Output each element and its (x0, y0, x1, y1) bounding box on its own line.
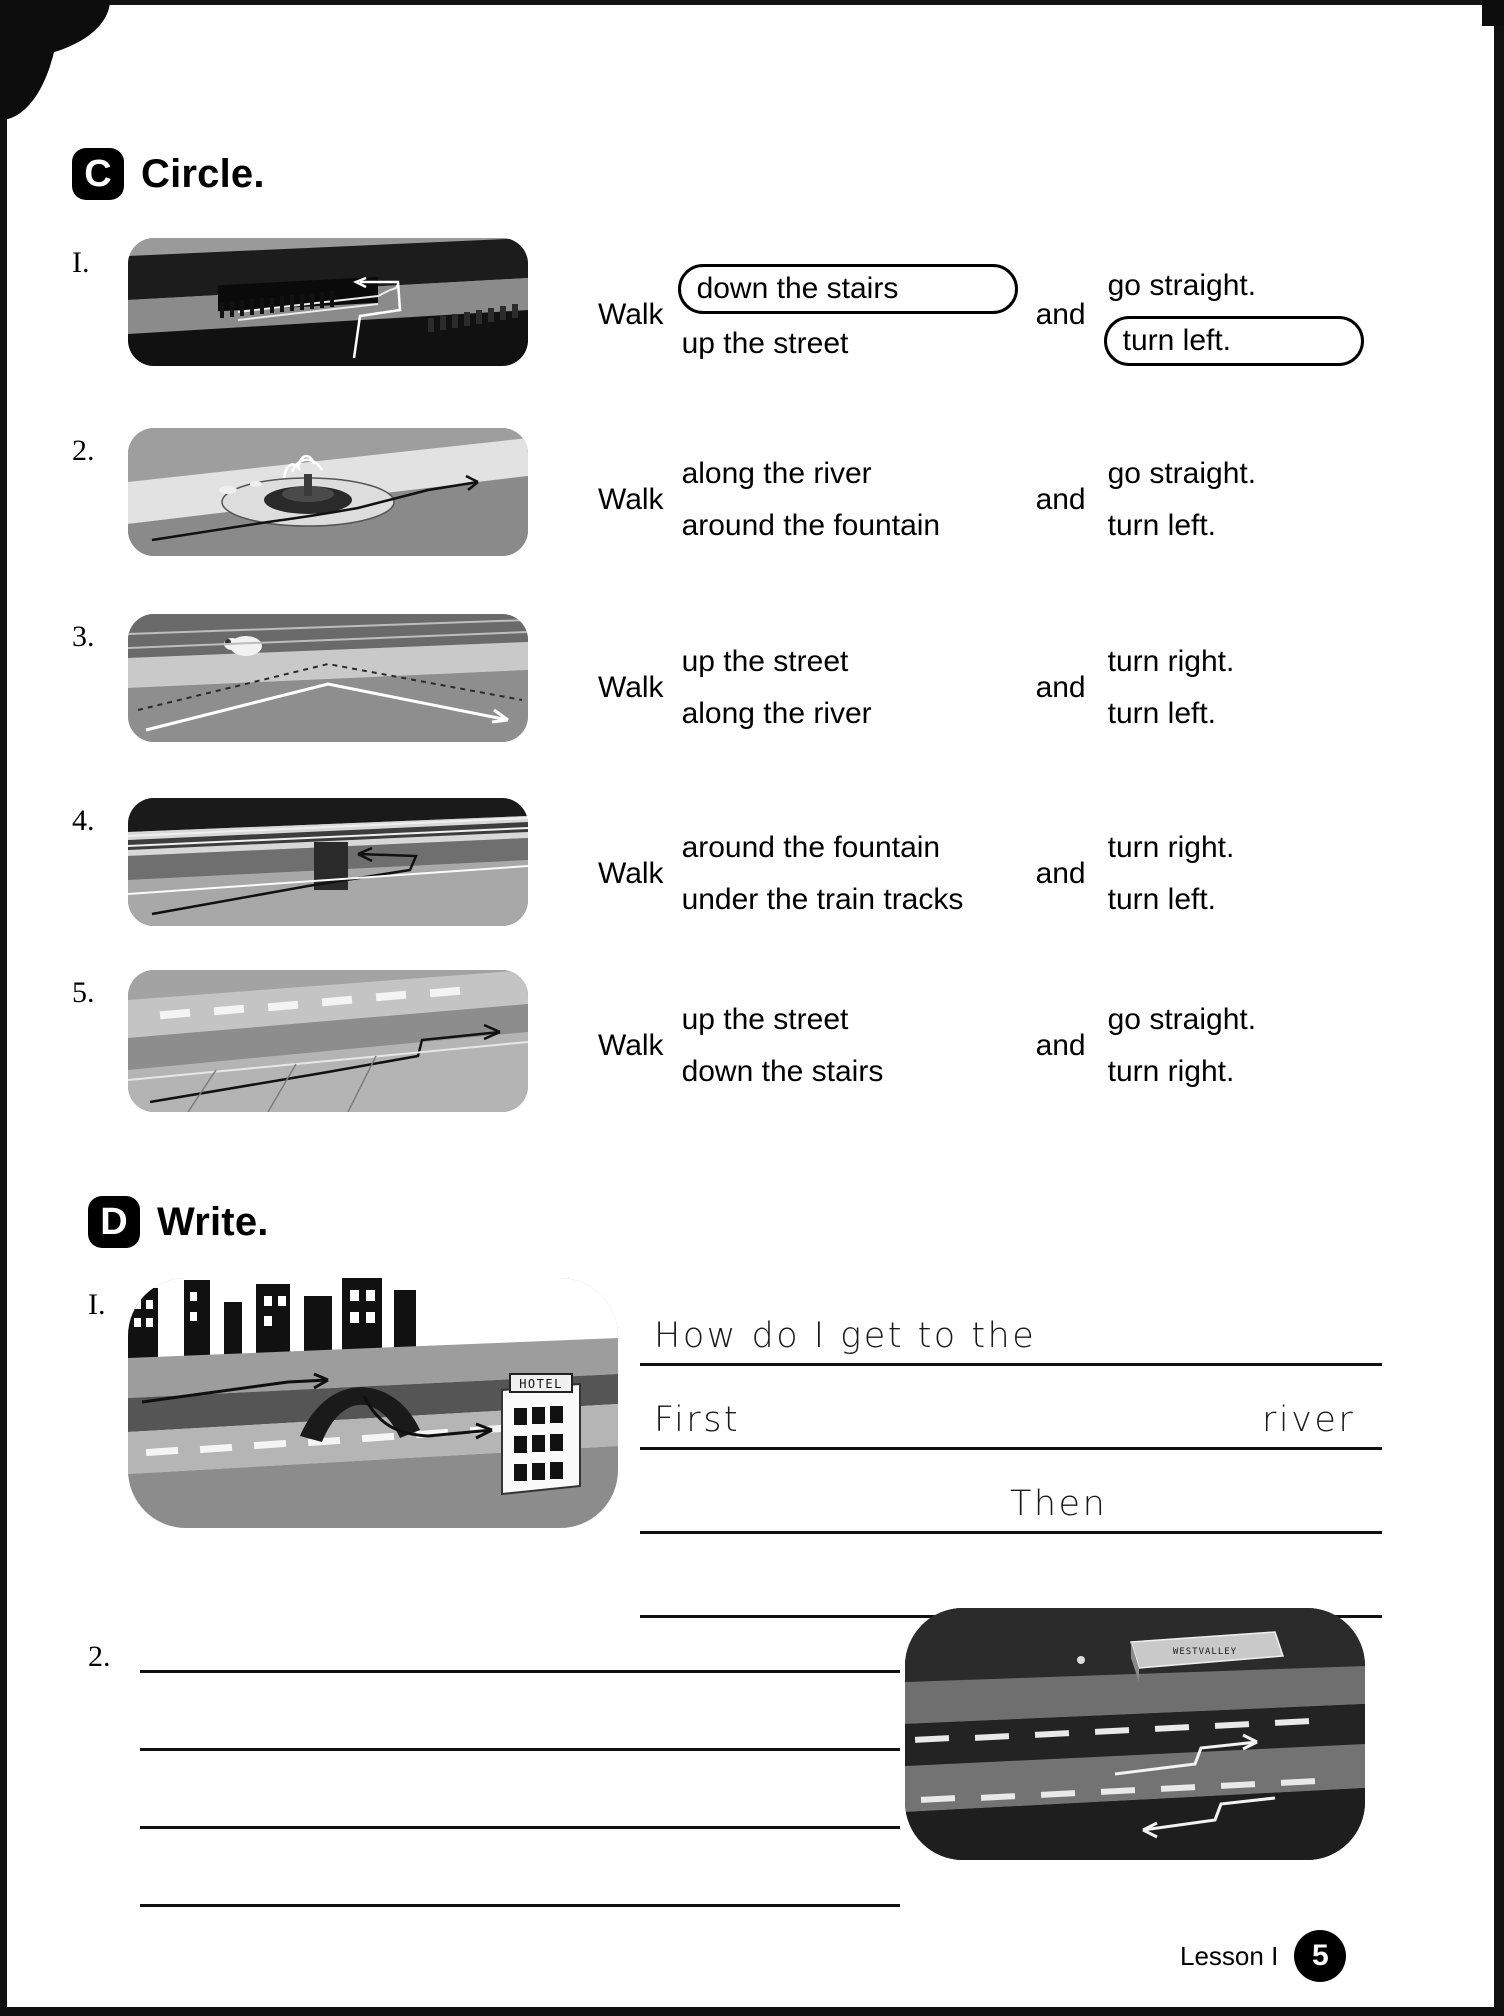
thumbnail-image (128, 428, 528, 556)
option-choice[interactable]: down the stairs (678, 264, 1018, 314)
handwritten-answer: How do I get to the (654, 1316, 1037, 1356)
and-label: and (1035, 1029, 1086, 1062)
option-choice[interactable]: along the river (681, 457, 872, 490)
option-choice[interactable]: turn left. (1104, 316, 1364, 366)
left-options (678, 640, 1018, 736)
svg-text:WESTVALLEY: WESTVALLEY (1172, 1647, 1238, 1657)
right-options (1104, 264, 1364, 366)
option-choice[interactable]: under the train tracks (681, 883, 964, 916)
option-choice[interactable]: go straight. (1107, 269, 1257, 302)
option-choice[interactable]: turn right. (1107, 1055, 1235, 1088)
section-d-heading (88, 1196, 269, 1248)
thumbnail-image (905, 1608, 1365, 1860)
section-d-title: Write. (157, 1199, 269, 1244)
and-label: and (1035, 483, 1086, 516)
section-c-title: Circle. (141, 151, 265, 196)
option-choice[interactable]: turn right. (1107, 831, 1235, 864)
option-choice[interactable]: up the street (681, 1003, 849, 1036)
option-choice[interactable]: around the fountain (681, 831, 941, 864)
handwritten-answer: First (654, 1400, 741, 1440)
item-number: 2. (88, 1640, 111, 1673)
and-label: and (1035, 857, 1086, 890)
and-label: and (1035, 671, 1086, 704)
option-choice[interactable]: turn right. (1107, 645, 1235, 678)
writing-line[interactable] (640, 1363, 1382, 1366)
circle-sentence-row (598, 998, 1364, 1094)
option-choice[interactable]: go straight. (1107, 457, 1257, 490)
right-options (1104, 826, 1364, 922)
right-options (1104, 640, 1364, 736)
and-label: and (1035, 298, 1086, 331)
lesson-label: Lesson I (1180, 1940, 1279, 1971)
walk-label: Walk (598, 857, 664, 890)
option-choice[interactable]: turn left. (1107, 883, 1217, 916)
item-number: I. (88, 1288, 106, 1321)
right-options (1104, 452, 1364, 548)
writing-line[interactable] (640, 1447, 1382, 1450)
thumbnail-image (128, 614, 528, 742)
handwritten-answer: river (1262, 1400, 1356, 1440)
item-number: 2. (72, 434, 95, 467)
item-number: 4. (72, 804, 95, 837)
handwritten-answer: Then (1010, 1484, 1108, 1524)
thumbnail-image (128, 970, 528, 1112)
circle-sentence-row (598, 640, 1364, 736)
option-choice[interactable]: up the street (681, 645, 849, 678)
right-options (1104, 998, 1364, 1094)
option-choice[interactable]: turn left. (1107, 509, 1217, 542)
writing-line[interactable] (140, 1670, 900, 1673)
option-choice[interactable]: down the stairs (681, 1055, 884, 1088)
walk-label: Walk (598, 1029, 664, 1062)
item-number: 5. (72, 976, 95, 1009)
walk-label: Walk (598, 671, 664, 704)
walk-label: Walk (598, 483, 664, 516)
section-c-heading (72, 148, 265, 200)
circle-sentence-row (598, 826, 1364, 922)
left-options (678, 826, 1018, 922)
item-number: I. (72, 246, 90, 279)
option-choice[interactable]: along the river (681, 697, 872, 730)
circle-sentence-row (598, 264, 1364, 366)
writing-line[interactable] (640, 1531, 1382, 1534)
left-options (678, 998, 1018, 1094)
walk-label: Walk (598, 298, 664, 331)
thumbnail-image (128, 238, 528, 366)
left-options (678, 264, 1018, 366)
hotel-sign-text: HOTEL (519, 1377, 563, 1391)
writing-line[interactable] (140, 1748, 900, 1751)
option-choice[interactable]: around the fountain (681, 509, 941, 542)
writing-line[interactable] (140, 1904, 900, 1907)
option-choice[interactable]: up the street (681, 327, 849, 360)
section-c-badge: C (72, 148, 124, 200)
thumbnail-image (128, 798, 528, 926)
option-choice[interactable]: go straight. (1107, 1003, 1257, 1036)
page-footer (1180, 1930, 1346, 1982)
thumbnail-image (128, 1278, 618, 1528)
section-d-badge: D (88, 1196, 140, 1248)
item-number: 3. (72, 620, 95, 653)
left-options (678, 452, 1018, 548)
option-choice[interactable]: turn left. (1107, 697, 1217, 730)
writing-line[interactable] (140, 1826, 900, 1829)
page-number: 5 (1294, 1930, 1346, 1982)
circle-sentence-row (598, 452, 1364, 548)
